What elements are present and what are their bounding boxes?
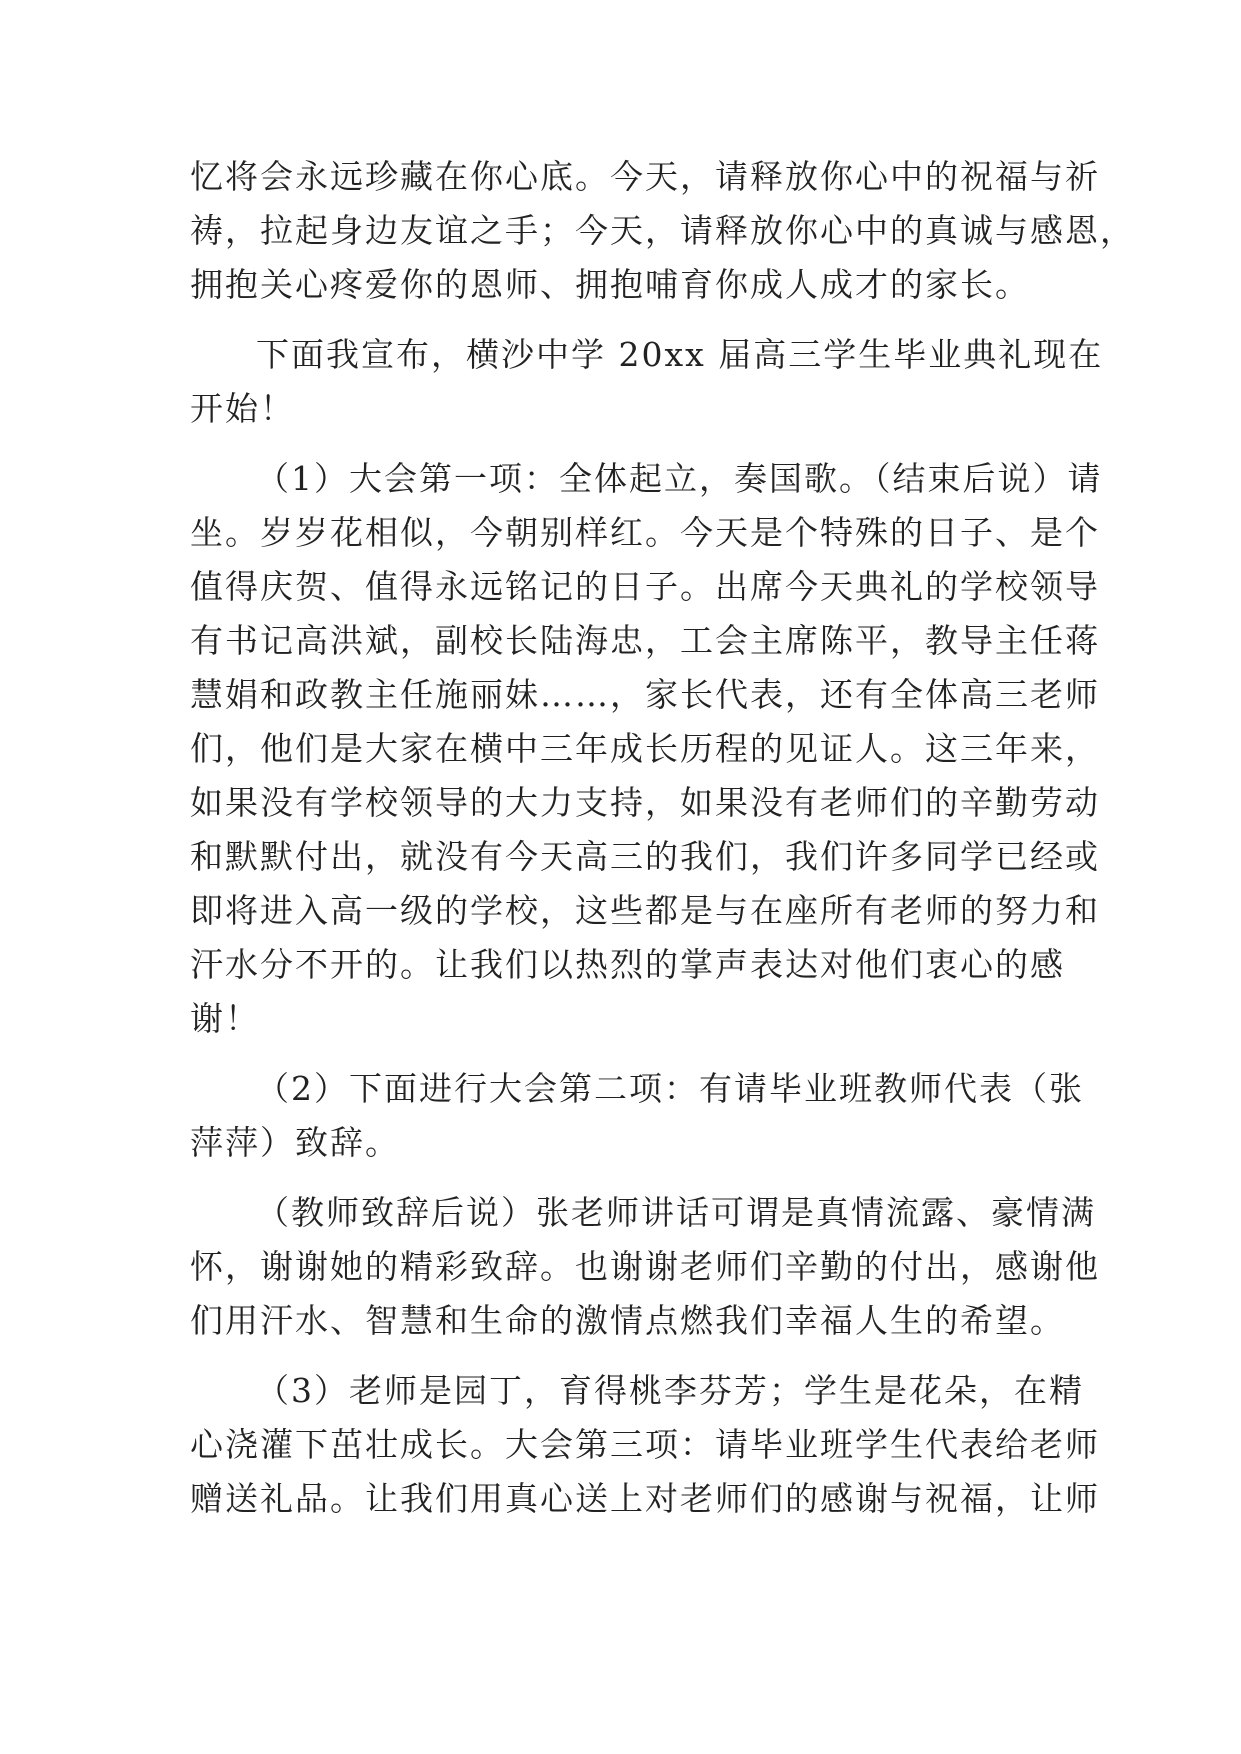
text-line: （3）老师是园丁，育得桃李芬芳；学生是花朵，在精 xyxy=(256,1371,1084,1410)
paragraph xyxy=(190,150,1135,312)
text-line: 下面我宣布，横沙中学 20xx 届高三学生毕业典礼现在 xyxy=(256,335,1104,374)
text-line: （2）下面进行大会第二项：有请毕业班教师代表（张 xyxy=(256,1069,1084,1108)
text-line: 如果没有学校领导的大力支持，如果没有老师们的辛勤劳动 xyxy=(190,783,1100,822)
text-line: 即将进入高一级的学校，这些都是与在座所有老师的努力和 xyxy=(190,891,1100,930)
text-line: 值得庆贺、值得永远铭记的日子。出席今天典礼的学校领导 xyxy=(190,567,1100,606)
text-line: 忆将会永远珍藏在你心底。今天，请释放你心中的祝福与祈 xyxy=(190,157,1100,196)
text-line: 和默默付出，就没有今天高三的我们，我们许多同学已经或 xyxy=(190,837,1100,876)
paragraph xyxy=(190,1364,1100,1526)
paragraph xyxy=(190,1062,1084,1170)
text-line: 祷，拉起身边友谊之手；今天，请释放你心中的真诚与感恩， xyxy=(190,211,1135,250)
text-line: 有书记高洪斌，副校长陆海忠，工会主席陈平，教导主任蒋 xyxy=(190,621,1100,660)
text-line: 心浇灌下茁壮成长。大会第三项：请毕业班学生代表给老师 xyxy=(190,1425,1100,1464)
text-line: 怀，谢谢她的精彩致辞。也谢谢老师们辛勤的付出，感谢他 xyxy=(190,1247,1100,1286)
document-body xyxy=(190,150,1135,1526)
text-line: 开始！ xyxy=(190,389,295,428)
paragraph xyxy=(190,1186,1100,1348)
text-line: 们，他们是大家在横中三年成长历程的见证人。这三年来， xyxy=(190,729,1100,768)
text-line: 谢！ xyxy=(190,999,260,1038)
text-line: （教师致辞后说）张老师讲话可谓是真情流露、豪情满 xyxy=(256,1193,1096,1232)
text-line: 慧娟和政教主任施丽妹……，家长代表，还有全体高三老师 xyxy=(190,675,1100,714)
text-line: 坐。岁岁花相似，今朝别样红。今天是个特殊的日子、是个 xyxy=(190,513,1100,552)
text-line: 赠送礼品。让我们用真心送上对老师们的感谢与祝福，让师 xyxy=(190,1479,1100,1518)
text-line: （1）大会第一项：全体起立，奏国歌。（结束后说）请 xyxy=(256,459,1103,498)
text-line: 汗水分不开的。让我们以热烈的掌声表达对他们衷心的感 xyxy=(190,945,1065,984)
text-line: 们用汗水、智慧和生命的激情点燃我们幸福人生的希望。 xyxy=(190,1301,1065,1340)
paragraph xyxy=(190,328,1104,436)
text-line: 拥抱关心疼爱你的恩师、拥抱哺育你成人成才的家长。 xyxy=(190,265,1030,304)
paragraph xyxy=(190,452,1103,1046)
text-line: 萍萍）致辞。 xyxy=(190,1123,400,1162)
